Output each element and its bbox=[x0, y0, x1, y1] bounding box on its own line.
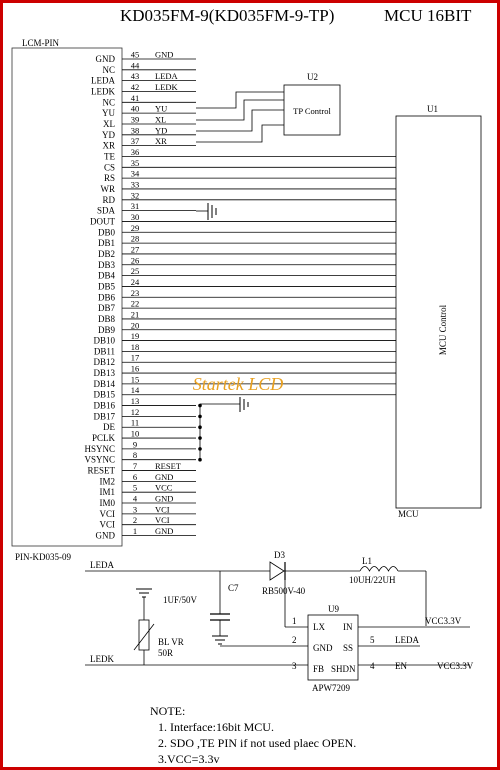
diagram-subtitle: MCU 16BIT bbox=[384, 6, 472, 25]
pin-number: 34 bbox=[130, 168, 140, 179]
pin-number: 5 bbox=[132, 482, 138, 493]
pin-number: 26 bbox=[130, 255, 140, 266]
tp-route-xr bbox=[196, 125, 284, 142]
u9-part: APW7209 bbox=[312, 683, 350, 693]
svg-text:IN: IN bbox=[343, 622, 353, 632]
pin-number: 8 bbox=[132, 450, 138, 461]
pin-function: GND bbox=[155, 526, 174, 537]
l1-ref: L1 bbox=[362, 556, 372, 566]
pin-number: 40 bbox=[130, 103, 140, 114]
pin-name: DB2 bbox=[97, 248, 115, 259]
pin-name: IM0 bbox=[99, 498, 115, 509]
pin-number: 13 bbox=[130, 396, 140, 407]
net-leda: LEDA bbox=[90, 560, 114, 570]
net-en: EN bbox=[395, 661, 407, 671]
svg-text:LX: LX bbox=[313, 622, 325, 632]
pin-number: 36 bbox=[130, 146, 140, 157]
pin-number: 15 bbox=[130, 374, 140, 385]
c7-ref: C7 bbox=[228, 583, 239, 593]
pin-name: IM2 bbox=[99, 476, 115, 487]
pin-number: 30 bbox=[130, 211, 140, 222]
pin-name: LEDK bbox=[91, 86, 115, 97]
svg-text:3: 3 bbox=[292, 661, 297, 671]
pin-name: VSYNC bbox=[84, 454, 115, 465]
pin-name: DB6 bbox=[97, 292, 115, 303]
d3-part: RB500V-40 bbox=[262, 586, 306, 596]
pin-number: 23 bbox=[130, 287, 140, 298]
pin-number: 32 bbox=[130, 190, 140, 201]
pin-name: DB1 bbox=[97, 238, 115, 249]
note-2: 2. SDO ,TE PIN if not used plaec OPEN. bbox=[158, 736, 357, 750]
pin-number: 27 bbox=[130, 244, 140, 255]
pin-function: VCC bbox=[155, 482, 173, 493]
pin-function: XR bbox=[155, 136, 167, 147]
pin-function: LEDA bbox=[155, 71, 178, 82]
pin-number: 31 bbox=[130, 201, 140, 212]
pin-name: IM1 bbox=[99, 487, 115, 498]
pin-name: XR bbox=[102, 140, 115, 151]
pin-function: RESET bbox=[155, 461, 181, 472]
u1-label: MCU Control bbox=[438, 304, 448, 356]
pin-number: 24 bbox=[130, 276, 140, 287]
pin-number: 37 bbox=[130, 136, 140, 147]
pin-name: RS bbox=[103, 173, 115, 184]
pin-name: DB7 bbox=[97, 303, 115, 314]
connector-header: LCM-PIN bbox=[22, 38, 60, 48]
pin-name: RESET bbox=[87, 465, 115, 476]
pin-number: 12 bbox=[130, 406, 140, 417]
pin-function: VCI bbox=[155, 504, 170, 515]
pin-name: HSYNC bbox=[84, 443, 115, 454]
svg-text:SHDN: SHDN bbox=[331, 664, 356, 674]
pin-name: DE bbox=[103, 422, 115, 433]
pin-name: DB13 bbox=[93, 368, 115, 379]
pin-name: NC bbox=[102, 97, 115, 108]
pin-number: 4 bbox=[132, 493, 138, 504]
pin-name: DB3 bbox=[97, 259, 115, 270]
pin-name: DB5 bbox=[97, 281, 115, 292]
pin-name: GND bbox=[95, 54, 115, 64]
pin-name: DB14 bbox=[93, 378, 115, 389]
pin-name: GND bbox=[95, 530, 115, 541]
pin-function: LEDK bbox=[155, 81, 178, 92]
note-1: 1. Interface:16bit MCU. bbox=[158, 720, 274, 734]
pin-name: LEDA bbox=[91, 75, 115, 86]
pin-function: GND bbox=[155, 49, 174, 60]
pin-function: GND bbox=[155, 471, 174, 482]
pin-number: 20 bbox=[130, 320, 140, 331]
pin-name: XL bbox=[103, 118, 115, 129]
connector-pins bbox=[84, 50, 396, 541]
pin-name: DB4 bbox=[97, 270, 115, 281]
pin-number: 41 bbox=[130, 92, 140, 103]
pin-number: 39 bbox=[130, 114, 140, 125]
net-leda-out: LEDA bbox=[395, 635, 419, 645]
svg-text:4: 4 bbox=[370, 661, 375, 671]
vr-ref: BL VR bbox=[158, 637, 184, 647]
pin-number: 6 bbox=[132, 471, 138, 482]
u2-ref: U2 bbox=[307, 72, 318, 82]
u9-ref: U9 bbox=[328, 604, 339, 614]
note-3: 3.VCC=3.3v bbox=[158, 752, 220, 766]
pin-number: 11 bbox=[130, 417, 140, 428]
u2-label: TP Control bbox=[293, 106, 331, 116]
pin-number: 44 bbox=[130, 60, 140, 71]
pin-name: CS bbox=[103, 162, 115, 173]
c7-value: 1UF/50V bbox=[163, 595, 198, 605]
pin-number: 3 bbox=[132, 504, 138, 515]
pin-name: YD bbox=[102, 129, 115, 140]
svg-text:2: 2 bbox=[292, 635, 297, 645]
pin-name: DB16 bbox=[93, 400, 115, 411]
pin-name: DB11 bbox=[93, 346, 115, 357]
pin-number: 22 bbox=[130, 298, 140, 309]
d3-diode bbox=[270, 562, 285, 580]
svg-text:GND: GND bbox=[313, 643, 333, 653]
pin-name: DB9 bbox=[97, 324, 115, 335]
pin-number: 18 bbox=[130, 341, 140, 352]
pin-name: DOUT bbox=[90, 216, 115, 227]
pin-number: 2 bbox=[132, 515, 138, 526]
pin-name: DB0 bbox=[97, 227, 115, 238]
pin-function: YD bbox=[155, 125, 168, 136]
pin-function: VCI bbox=[155, 515, 170, 526]
diagram-title: KD035FM-9(KD035FM-9-TP) bbox=[120, 6, 335, 25]
pin-name: VCI bbox=[99, 519, 115, 530]
pin-name: DB12 bbox=[93, 357, 115, 368]
net-vcc-in: VCC3.3V bbox=[425, 616, 462, 626]
net-ledk: LEDK bbox=[90, 654, 114, 664]
pin-number: 25 bbox=[130, 266, 140, 277]
u1-bottom-label: MCU bbox=[398, 509, 419, 519]
svg-text:SS: SS bbox=[343, 643, 354, 653]
sda-ground-symbol bbox=[196, 203, 216, 220]
pin-name: TE bbox=[104, 151, 115, 162]
notes bbox=[150, 703, 356, 767]
pin-number: 43 bbox=[130, 71, 140, 82]
pin-name: DB8 bbox=[97, 313, 115, 324]
pin-number: 16 bbox=[130, 363, 140, 374]
d3-ref: D3 bbox=[274, 550, 285, 560]
pin-number: 33 bbox=[130, 179, 140, 190]
pin-number: 19 bbox=[130, 331, 140, 342]
pin-name: WR bbox=[100, 183, 115, 194]
svg-text:FB: FB bbox=[313, 664, 325, 674]
unused-pins-ground bbox=[200, 397, 248, 460]
pin-name: PCLK bbox=[91, 433, 115, 444]
pin-number: 45 bbox=[130, 49, 140, 60]
connector-footer: PIN-KD035-09 bbox=[15, 552, 71, 562]
pin-name: VCI bbox=[99, 508, 115, 519]
pin-number: 9 bbox=[132, 439, 138, 450]
pin-number: 14 bbox=[130, 385, 140, 396]
watermark: Startek LCD bbox=[192, 374, 284, 394]
tp-route-yd bbox=[196, 110, 284, 131]
pin-number: 42 bbox=[130, 81, 140, 92]
l1-value: 10UH/22UH bbox=[349, 575, 396, 585]
pin-number: 10 bbox=[130, 428, 140, 439]
pin-name: DB15 bbox=[93, 389, 115, 400]
pin-number: 28 bbox=[130, 233, 140, 244]
u1-ref: U1 bbox=[427, 104, 438, 114]
l1-inductor bbox=[360, 567, 398, 572]
net-vcc-en: VCC3.3V bbox=[437, 661, 474, 671]
vr-value: 50R bbox=[158, 648, 174, 658]
pin-number: 35 bbox=[130, 157, 140, 168]
svg-text:5: 5 bbox=[370, 635, 375, 645]
pin-number: 17 bbox=[130, 352, 140, 363]
pin-number: 21 bbox=[130, 309, 140, 320]
svg-text:1: 1 bbox=[292, 616, 297, 626]
pin-number: 1 bbox=[132, 526, 138, 537]
pin-name: RD bbox=[102, 194, 115, 205]
pin-name: DB10 bbox=[93, 335, 115, 346]
pin-name: YU bbox=[102, 108, 115, 119]
pin-function: XL bbox=[155, 114, 167, 125]
pin-number: 7 bbox=[132, 461, 138, 472]
notes-heading: NOTE: bbox=[150, 704, 186, 718]
pin-function: GND bbox=[155, 493, 174, 504]
vr-resistor bbox=[139, 620, 149, 650]
pin-name: DB17 bbox=[93, 411, 115, 422]
pin-function: YU bbox=[155, 103, 168, 114]
pin-number: 29 bbox=[130, 222, 140, 233]
pin-name: SDA bbox=[96, 205, 115, 216]
pin-number: 38 bbox=[130, 125, 140, 136]
pin-name: NC bbox=[102, 64, 115, 75]
